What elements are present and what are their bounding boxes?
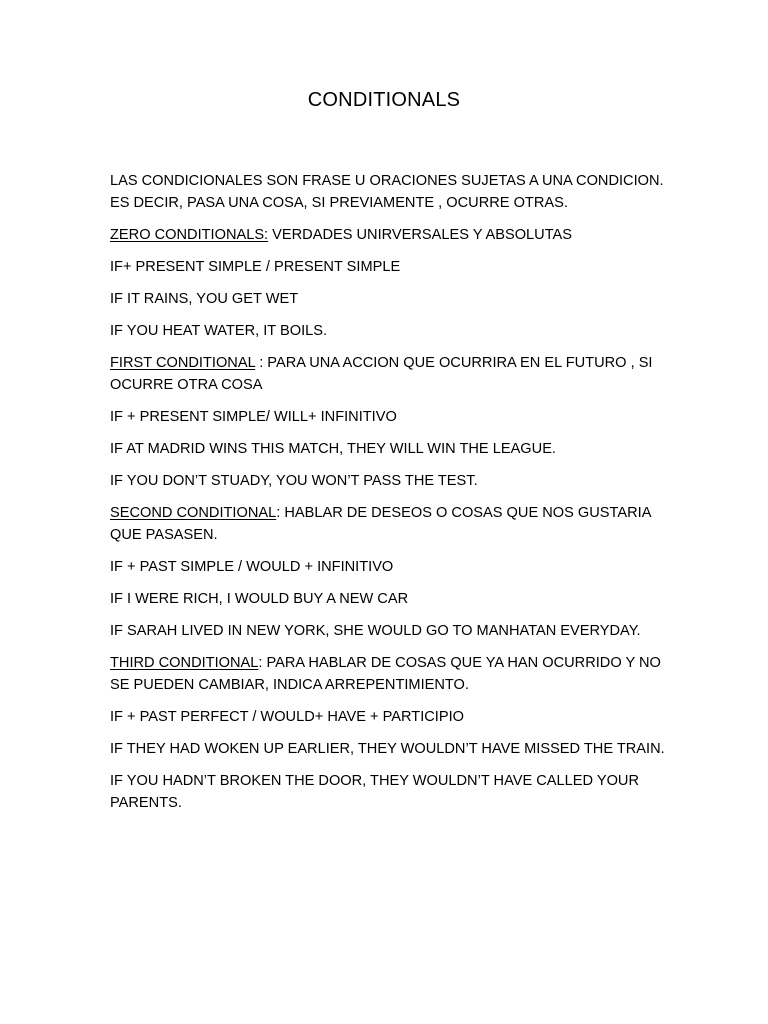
- zero-conditional-example-1: [110, 288, 670, 310]
- paragraph-text: LAS CONDICIONALES SON FRASE U ORACIONES SUJETAS A UNA CONDICION. ES DECIR, PASA UNA COSA, SI PREVIAMENTE , OCURRE OTRAS.: [110, 173, 664, 211]
- paragraph-text: IF + PAST SIMPLE / WOULD + INFINITIVO: [110, 559, 394, 575]
- section-heading: THIRD CONDITIONAL: [110, 655, 259, 671]
- third-conditional-formula: [110, 706, 670, 728]
- first-conditional-example-1: [110, 438, 670, 460]
- intro-paragraph: [110, 170, 670, 214]
- third-conditional-heading: [110, 652, 670, 696]
- paragraph-text: IF IT RAINS, YOU GET WET: [110, 291, 299, 307]
- second-conditional-heading: [110, 502, 670, 546]
- section-heading: SECOND CONDITIONAL: [110, 505, 277, 521]
- first-conditional-heading: [110, 352, 670, 396]
- third-conditional-example-2: [110, 770, 670, 814]
- zero-conditional-formula: [110, 256, 670, 278]
- paragraph-text: : PARA HABLAR DE COSAS QUE YA HAN OCURRIDO Y NO SE PUEDEN CAMBIAR, INDICA ARREPENTIMIENTO.: [110, 655, 661, 693]
- paragraph-text: IF YOU HEAT WATER, IT BOILS.: [110, 323, 328, 339]
- paragraph-text: VERDADES UNIRVERSALES Y ABSOLUTAS: [268, 227, 573, 243]
- paragraph-text: : PARA UNA ACCION QUE OCURRIRA EN EL FUTURO , SI OCURRE OTRA COSA: [110, 355, 653, 393]
- paragraph-text: : HABLAR DE DESEOS O COSAS QUE NOS GUSTARIA QUE PASASEN.: [110, 505, 651, 543]
- third-conditional-example-1: [110, 738, 670, 760]
- document-body: [110, 170, 670, 824]
- second-conditional-example-2: [110, 620, 670, 642]
- second-conditional-example-1: [110, 588, 670, 610]
- paragraph-text: IF THEY HAD WOKEN UP EARLIER, THEY WOULDN’T HAVE MISSED THE TRAIN.: [110, 741, 665, 757]
- paragraph-text: IF + PRESENT SIMPLE/ WILL+ INFINITIVO: [110, 409, 397, 425]
- second-conditional-formula: [110, 556, 670, 578]
- zero-conditional-example-2: [110, 320, 670, 342]
- first-conditional-formula: [110, 406, 670, 428]
- paragraph-text: IF YOU DON’T STUADY, YOU WON’T PASS THE TEST.: [110, 473, 478, 489]
- paragraph-text: IF I WERE RICH, I WOULD BUY A NEW CAR: [110, 591, 409, 607]
- paragraph-text: IF+ PRESENT SIMPLE / PRESENT SIMPLE: [110, 259, 401, 275]
- section-heading: ZERO CONDITIONALS:: [110, 227, 269, 243]
- paragraph-text: IF AT MADRID WINS THIS MATCH, THEY WILL WIN THE LEAGUE.: [110, 441, 556, 457]
- zero-conditional-heading: [110, 224, 670, 246]
- paragraph-text: IF + PAST PERFECT / WOULD+ HAVE + PARTICIPIO: [110, 709, 464, 725]
- first-conditional-example-2: [110, 470, 670, 492]
- section-heading: FIRST CONDITIONAL: [110, 355, 256, 371]
- page-title: CONDITIONALS: [307, 89, 461, 111]
- paragraph-text: IF SARAH LIVED IN NEW YORK, SHE WOULD GO TO MANHATAN EVERYDAY.: [110, 623, 641, 639]
- paragraph-text: IF YOU HADN’T BROKEN THE DOOR, THEY WOULDN’T HAVE CALLED YOUR PARENTS.: [110, 773, 639, 811]
